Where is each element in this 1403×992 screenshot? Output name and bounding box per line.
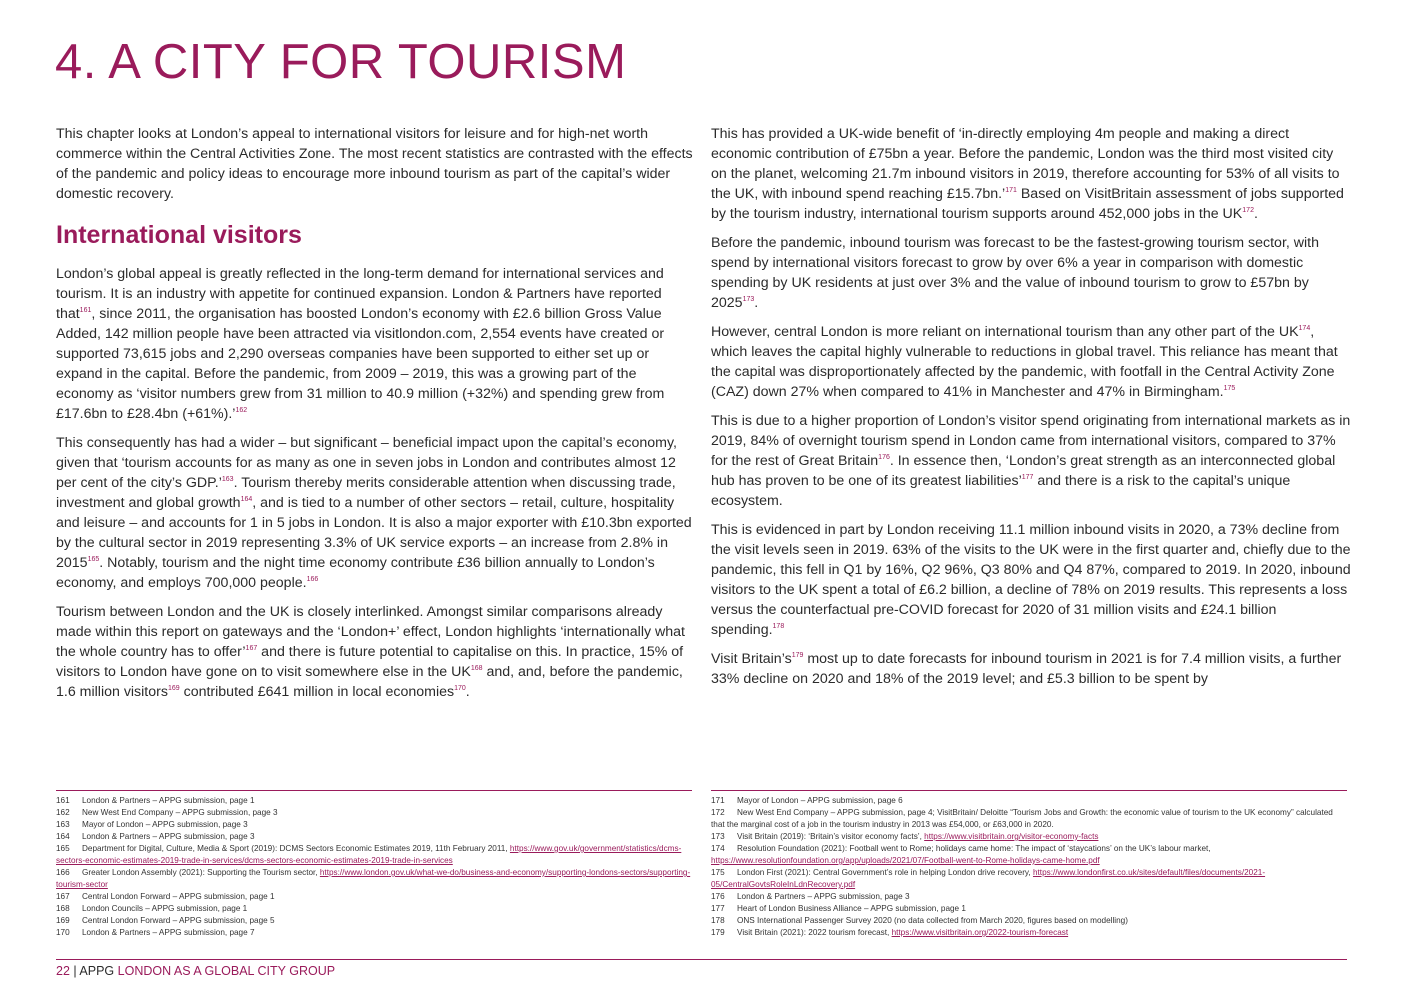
footnote-number: 168 — [56, 904, 70, 913]
footnote-text: Mayor of London – APPG submission, page 6 — [737, 796, 903, 805]
footnote-ref[interactable]: 166 — [306, 576, 319, 583]
footnote-number: 170 — [56, 928, 70, 937]
footnote-text: London & Partners – APPG submission, page 1 — [82, 796, 255, 805]
footnote-ref[interactable]: 174 — [1298, 325, 1311, 332]
footnote-item — [56, 927, 692, 939]
footnote-text: Department for Digital, Culture, Media & Sport (2019): DCMS Sectors Economic Estimates 2019, 11th February 2011, — [82, 844, 510, 853]
footnote-text: London Councils – APPG submission, page 1 — [82, 904, 248, 913]
footnote-item — [56, 807, 692, 819]
footnote-ref[interactable]: 163 — [221, 476, 234, 483]
intro-paragraph: This chapter looks at London’s appeal to international visitors for leisure and for high-net worth commerce within the Central Activities Zone. The most recent statistics are contrasted with the effects of the pandemic and policy ideas to encourage more inbound tourism as part of the capital’s wider domestic recovery. — [56, 126, 693, 202]
footnote-ref[interactable]: 172 — [1242, 207, 1254, 214]
footnote-item — [711, 927, 1347, 939]
footnote-text: Resolution Foundation (2021): Football went to Rome; holidays came home: The impact of ‘staycations’ on the UK’s labour market, — [737, 844, 1211, 853]
footnote-item — [56, 831, 692, 843]
body-paragraph: Before the pandemic, inbound tourism was forecast to be the fastest-growing tourism sector, with spend by international visitors forecast to grow by over 6% a year in comparison with domestic spending by UK residents at just over 3% and the value of inbound tourism to grow to £57bn by 2025$^{173}$. — [711, 235, 1319, 311]
footnote-ref[interactable]: 170 — [454, 685, 466, 692]
body-paragraph: Tourism between London and the UK is closely interlinked. Amongst similar comparisons already made within this report on gateways and the ‘London+’ effect, London highlights ‘internationally what the whole country has to offer’$^{167}$ and there is future potential to capitalise on this. In practice, 15% of visitors to London have gone on to visit somewhere else in the UK$^{168}$ and, and, before the pandemic, 1.6 million visitors$^{169}$ contributed £641 million in local economies$^{170}$. — [56, 604, 685, 700]
footnote-ref[interactable]: 169 — [167, 685, 180, 692]
footnote-link[interactable]: https://www.visitbritain.org/visitor-economy-facts — [924, 832, 1099, 841]
footnote-text: London & Partners – APPG submission, page 7 — [82, 928, 255, 937]
left-column — [56, 124, 696, 711]
footnote-item — [711, 891, 1347, 903]
footnote-number: 173 — [711, 832, 725, 841]
footnote-link[interactable]: https://www.resolutionfoundation.org/app/uploads/2021/07/Football-went-to-Rome-holidays-came-home.pdf — [711, 856, 1100, 865]
footnote-ref[interactable]: 173 — [742, 296, 755, 303]
footnote-item — [711, 903, 1347, 915]
page-footer — [56, 964, 335, 978]
footnote-item — [711, 831, 1347, 843]
footnote-text: Mayor of London – APPG submission, page 3 — [82, 820, 248, 829]
footnote-ref[interactable]: 164 — [240, 496, 253, 503]
footnote-ref[interactable]: 161 — [79, 307, 92, 314]
footnote-number: 169 — [56, 916, 70, 925]
footnote-text: New West End Company – APPG submission, page 3 — [82, 808, 278, 817]
footnote-number: 179 — [711, 928, 725, 937]
page-title: 4. A CITY FOR TOURISM — [55, 35, 627, 89]
footnote-item — [711, 843, 1347, 867]
footnote-item — [56, 915, 692, 927]
footnote-ref[interactable]: 162 — [235, 407, 248, 414]
footnote-number: 176 — [711, 892, 725, 901]
body-paragraph: This consequently has had a wider – but significant – beneficial impact upon the capital’s economy, given that ‘tourism accounts for as many as one in seven jobs in London and contributes almost 12 per cent of the city’s GDP.’$^{163}$. Tourism thereby merits considerable attention when discussing trade, investment and global growth$^{164}$, and is tied to a number of other sectors – retail, culture, hospitality and leisure – and accounts for 1 in 5 jobs in London. It is also a major exporter with £10.3bn exported by the cultural sector in 2019 representing 3.3% of UK service exports – an increase from 2.8% in 2015$^{165}$. Notably, tourism and the night time economy contribute £36 billion annually to London’s economy, and employs 700,000 people.$^{166}$ — [56, 435, 692, 591]
footnote-text: London & Partners – APPG submission, page 3 — [737, 892, 910, 901]
body-paragraph: London’s global appeal is greatly reflected in the long-term demand for international services and tourism. It is an industry with appetite for continued expansion. London & Partners have reported that$^{161}$, since 2011, the organisation has boosted London’s economy with £2.6 billion Gross Value Added, 142 million people have been attracted via visitlondon.com, 2,554 events have created or supported 73,615 jobs and 2,290 overseas companies have been supported to either set up or expand in the capital. Before the pandemic, from 2009 – 2019, this was a growing part of the economy as ‘visitor numbers grew from 31 million to 40.9 million (+32%) and spending grew from £17.6bn to £28.4bn (+61%).’$^{162}$ — [56, 266, 665, 422]
footnote-number: 174 — [711, 844, 725, 853]
footnote-item — [56, 891, 692, 903]
footnote-number: 177 — [711, 904, 725, 913]
footnote-ref[interactable]: 167 — [245, 645, 258, 652]
footnote-text: Central London Forward – APPG submission, page 1 — [82, 892, 275, 901]
footnote-number: 166 — [56, 868, 70, 877]
footnotes-left — [56, 790, 692, 939]
section-heading: International visitors — [56, 221, 302, 249]
footnote-ref[interactable]: 165 — [87, 556, 100, 563]
footnote-item — [56, 819, 692, 831]
footnote-number: 165 — [56, 844, 70, 853]
footnote-ref[interactable]: 168 — [470, 665, 483, 672]
footnote-divider — [56, 790, 692, 791]
footnote-text: London & Partners – APPG submission, page 3 — [82, 832, 255, 841]
footnote-link[interactable]: https://www.londonfirst.co.uk/sites/default/files/documents/2021-05/CentralGovtsRoleInLdnRecovery.pdf — [711, 868, 1266, 889]
footer-separator: | — [69, 964, 80, 978]
footnote-text: London First (2021): Central Government’s role in helping London drive recovery, — [737, 868, 1033, 877]
footnote-number: 161 — [56, 796, 70, 805]
footnote-item — [56, 795, 692, 807]
footnote-number: 167 — [56, 892, 70, 901]
footnote-item — [711, 915, 1347, 927]
footnote-number: 163 — [56, 820, 70, 829]
footnote-text: Heart of London Business Alliance – APPG submission, page 1 — [737, 904, 966, 913]
footnotes-right — [711, 790, 1347, 939]
page-number: 22 — [56, 964, 70, 978]
right-column — [711, 124, 1351, 698]
footer-divider — [56, 959, 1347, 960]
footnote-text: ONS International Passenger Survey 2020 (no data collected from March 2020, figures based on modelling) — [737, 916, 1128, 925]
body-paragraph: However, central London is more reliant on international tourism than any other part of the UK$^{174}$, which leaves the capital highly vulnerable to reductions in global travel. This reliance has meant that the capital was disproportionately affected by the pandemic, with footfall in the Central Activity Zone (CAZ) down 27% when compared to 41% in Manchester and 47% in Birmingham.$^{175}$ — [711, 324, 1338, 400]
footnote-ref[interactable]: 177 — [1021, 474, 1034, 481]
footnote-item — [56, 903, 692, 915]
footnote-number: 175 — [711, 868, 725, 877]
footnote-link[interactable]: https://www.visitbritain.org/2022-tourism-forecast — [891, 928, 1069, 937]
footnote-text: Visit Britain (2021): 2022 tourism forecast, — [737, 928, 892, 937]
footnote-item — [711, 795, 1347, 807]
footnote-text: Visit Britain (2019): ‘Britain’s visitor economy facts’, — [737, 832, 925, 841]
footnote-number: 178 — [711, 916, 725, 925]
footnote-ref[interactable]: 171 — [1005, 187, 1017, 194]
footnote-ref[interactable]: 178 — [772, 623, 785, 630]
footnote-link[interactable]: https://www.gov.uk/government/statistics/dcms-sectors-economic-estimates-2019-trade-in-services/dcms-sectors-economic-estimates-2019-trade-in-services — [56, 844, 682, 865]
footnote-number: 171 — [711, 796, 725, 805]
footnote-ref[interactable]: 179 — [791, 652, 804, 659]
footnote-number: 164 — [56, 832, 70, 841]
footnote-link[interactable]: https://www.london.gov.uk/what-we-do/business-and-economy/supporting-londons-sectors/supporting-tourism-sector — [56, 868, 691, 889]
body-paragraph: This is evidenced in part by London receiving 11.1 million inbound visits in 2020, a 73% decline from the visit levels seen in 2019. 63% of the visits to the UK were in the first quarter and, chiefly due to the pandemic, this fell in Q1 by 16%, Q2 96%, Q3 80% and Q4 87%, compared to 2019. In 2020, inbound visitors to the UK spent a total of £6.2 billion, a decline of 78% on 2019 results. This represents a loss versus the counterfactual pre-COVID forecast for 2020 of 31 million visits and £24.1 billion spending.$^{178}$ — [711, 522, 1351, 638]
footnote-item — [56, 843, 692, 867]
body-paragraph: This has provided a UK-wide benefit of ‘in-directly employing 4m people and making a direct economic contribution of £75bn a year. Before the pandemic, London was the third most visited city on the planet, welcoming 21.7m inbound visitors in 2019, therefore accounting for 53% of all visits to the UK, with inbound spend reaching £15.7bn.’$^{171}$ Based on VisitBritain assessment of jobs supported by the tourism industry, international tourism supports around 452,000 jobs in the UK$^{172}$. — [711, 126, 1344, 222]
footnote-ref[interactable]: 176 — [878, 454, 890, 461]
footnote-text: Greater London Assembly (2021): Supporting the Tourism sector, — [82, 868, 320, 877]
footnote-number: 172 — [711, 808, 725, 817]
body-paragraph: This is due to a higher proportion of London’s visitor spend originating from international markets as in 2019, 84% of overnight tourism spend in London came from international visitors, compared to 37% for the rest of Great Britain$^{176}$. In essence then, ‘London’s great strength as an interconnected global hub has proven to be one of its greatest liabilities’$^{177}$ and there is a risk to the capital’s unique ecosystem. — [711, 413, 1351, 509]
footnote-divider — [711, 790, 1347, 791]
footnote-ref[interactable]: 175 — [1223, 385, 1236, 392]
footnote-number: 162 — [56, 808, 70, 817]
footnote-item — [56, 867, 692, 891]
footer-group-name: LONDON AS A GLOBAL CITY GROUP — [117, 964, 336, 978]
footnote-item — [711, 807, 1347, 831]
footer-appg: APPG — [79, 964, 118, 978]
footnote-text: New West End Company – APPG submission, page 4; VisitBritain/ Deloitte “Tourism Jobs and Growth: the economic value of tourism to the UK economy” calculated that the marginal cost of a job in the tourism industry in 2013 was £54,000, or £63,000 in 2020. — [711, 808, 1333, 829]
footnote-text: Central London Forward – APPG submission, page 5 — [82, 916, 275, 925]
footnote-item — [711, 867, 1347, 891]
body-paragraph: Visit Britain’s$^{179}$ most up to date forecasts for inbound tourism in 2021 is for 7.4 million visits, a further 33% decline on 2020 and 18% of the 2019 level; and £5.3 billion to be spent by — [711, 651, 1342, 687]
